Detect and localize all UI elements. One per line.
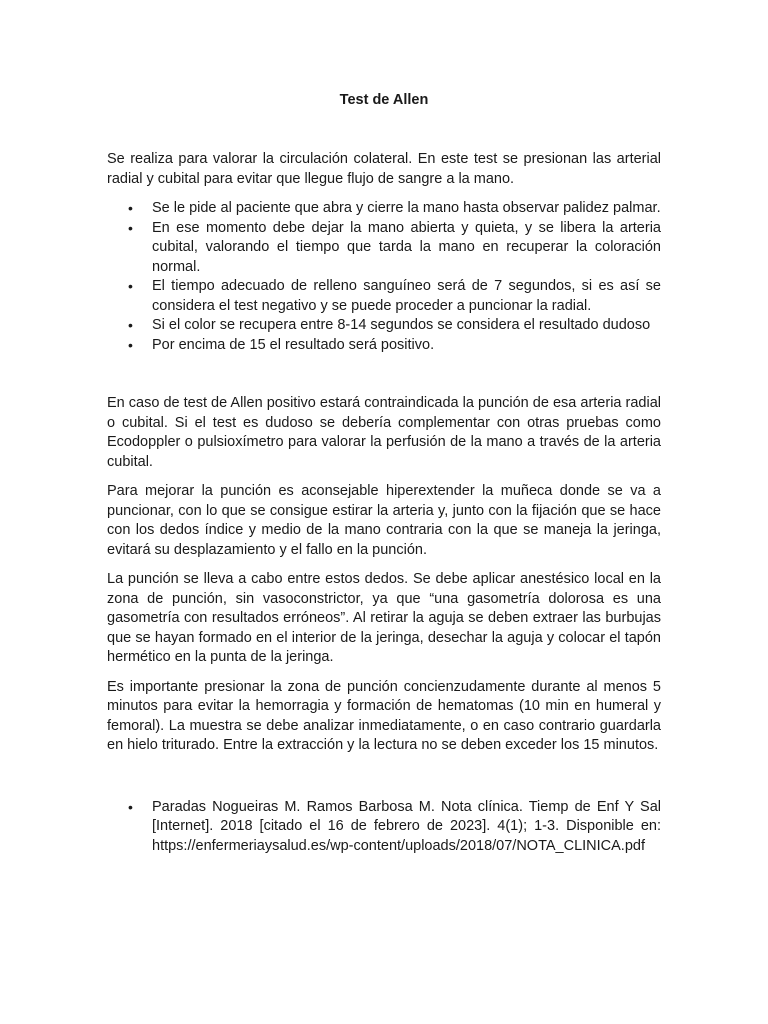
references-list <box>107 798 661 857</box>
list-item <box>128 277 661 316</box>
bullet-icon: • <box>128 317 133 333</box>
list-item-text: El tiempo adecuado de relleno sanguíneo será de 7 segundos, si es así se considera el test negativo y se puede proceder a puncionar la radial. <box>152 278 661 314</box>
bullet-icon: • <box>128 798 133 815</box>
list-item-text: Si el color se recupera entre 8-14 segundos se considera el resultado dudoso <box>152 317 651 333</box>
list-item <box>128 316 661 336</box>
list-item <box>128 199 661 219</box>
steps-list <box>107 199 661 355</box>
list-item <box>128 336 661 356</box>
reference-text: Paradas Nogueiras M. Ramos Barbosa M. Nota clínica. Tiemp de Enf Y Sal [Internet]. 2018 [citado el 16 de febrero de 2023]. 4(1); 1-3. Disponible en: https://enfermeriaysalud.es/wp-content/uploads/2018/07/NOTA_CLINICA.pdf <box>152 798 661 854</box>
list-item-text: Por encima de 15 el resultado será positivo. <box>152 336 435 353</box>
reference-item <box>128 798 661 857</box>
list-item <box>128 219 661 278</box>
intro-paragraph: Se realiza para valorar la circulación colateral. En este test se presionan las arterial radial y cubital para evitar que llegue flujo de sangre a la mano. <box>107 151 661 187</box>
bullet-icon: • <box>128 278 133 294</box>
body-paragraph: Para mejorar la punción es aconsejable hiperextender la muñeca donde se va a puncionar, con lo que se consigue estirar la arteria y, junto con la fijación que se hace con los dedos índice y medio de la mano contraria con la que se maneja la jeringa, evitará su desplazamiento y el fallo en la punción. <box>107 483 661 558</box>
bullet-icon: • <box>128 219 133 236</box>
document-body <box>107 150 661 856</box>
list-item-text: En ese momento debe dejar la mano abierta y quieta, y se libera la arteria cubital, valorando el tiempo que tarda la mano en recuperar la coloración normal. <box>152 219 661 275</box>
body-paragraph: Es importante presionar la zona de punción concienzudamente durante al menos 5 minutos para evitar la hemorragia y formación de hematomas (10 min en humeral y femoral). La muestra se debe analizar inmediatamente, o en caso contrario guardarla en hielo triturado. Entre la extracción y la lectura no se deben exceder los 15 minutos. <box>107 678 661 753</box>
list-item-text: Se le pide al paciente que abra y cierre la mano hasta observar palidez palmar. <box>152 200 661 216</box>
body-paragraph: La punción se lleva a cabo entre estos dedos. Se debe aplicar anestésico local en la zona de punción, sin vasoconstrictor, ya que “una gasometría dolorosa es una gasometría con resultados erróneos”. Al retirar la aguja se deben extraer las burbujas que se hayan formado en el interior de la jeringa, desechar la aguja y colocar el tapón hermético en la punta de la jeringa. <box>107 571 661 665</box>
bullet-icon: • <box>128 336 133 353</box>
bullet-icon: • <box>128 200 133 216</box>
document-title: Test de Allen <box>339 92 429 108</box>
body-paragraph: En caso de test de Allen positivo estará contraindicada la punción de esa arteria radial o cubital. Si el test es dudoso se debería complementar con otras pruebas como Ecodoppler o pulsioxímetro para valorar la perfusión de la mano a través de la arteria cubital. <box>107 395 661 470</box>
